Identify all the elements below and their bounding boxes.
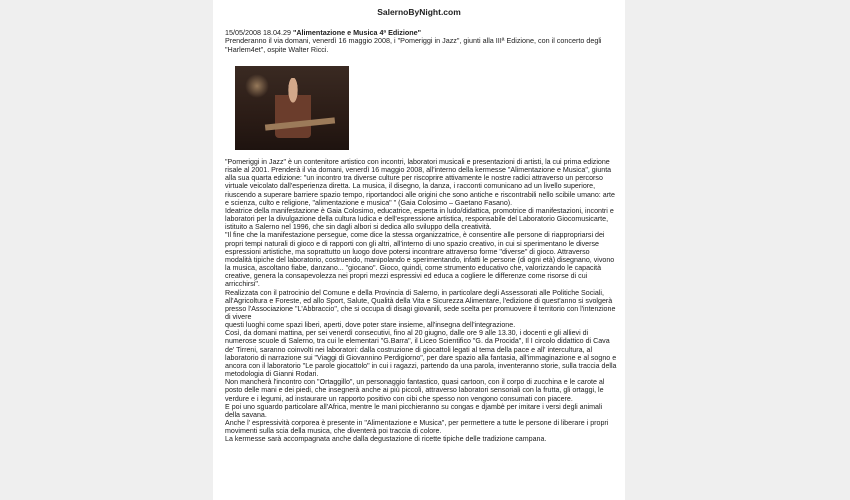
article-paragraph: E poi uno sguardo particolare all'Africa, mentre le mani picchieranno su congas e djambè per imitare i versi degli animali della savana. <box>225 402 603 419</box>
article-paragraph: Non mancherà l'incontro con "Ortaggillo", un personaggio fantastico, quasi cartoon, con il corpo di zucchina e le carote al posto delle mani e dei piedi, che insegnerà anche ai più piccoli, attraverso laboratori sensoriali con la frutta, gli ortaggi, le verdure e i legumi, ad instaurare un rapporto positivo con cibi che spesso non vengono consumati con piacere. <box>225 378 605 403</box>
article-title: "Alimentazione e Musica 4ª Edizione" <box>292 28 422 37</box>
musician-photo <box>235 66 349 150</box>
article-paragraph: Ideatrice della manifestazione è Gaia Colosimo, educatrice, esperta in ludo/didattica, promotrice di manifestazioni, incontri e laboratori per la divulgazione della cultura ludica e dell'espressione artistica, responsabile del Laboratorio Giocomusicarte, istituito a Salerno nel 1996, che sin dagli albori si dedica allo sviluppo della creatività. <box>225 206 614 232</box>
article-paragraph: Realizzata con il patrocinio del Comune e della Provincia di Salerno, in particolare degli Assessorati alle Politiche Sociali, all'Agricoltura e Foreste, ed allo Sport, Salute, Qualità della Vita e Sicurezza Alimentare, l'edizione di quest'anno si svolgerà presso l'Associazione "L'Abbraccio", che si occupa di disagi giovanili, sede scelta per promuovere il territorio con l'intenzione di vivere <box>225 288 616 321</box>
article-intro: Prenderanno il via domani, venerdì 16 maggio 2008, i "Pomeriggi in Jazz", giunti alla IIIª Edizione, con il concerto degli "Harlem4et", ospite Walter Ricci. <box>225 36 602 54</box>
article-body <box>225 158 617 443</box>
scanned-article-page <box>213 0 625 500</box>
article-datetime: 15/05/2008 18.04.29 <box>225 28 291 37</box>
site-title: SalernoByNight.com <box>377 7 461 17</box>
article-paragraph: Così, da domani mattina, per sei venerdì consecutivi, fino al 20 giugno, dalle ore 9 alle 13.30, i docenti e gli allievi di numerose scuole di Salerno, tra cui le elementari "G.Barra", il Liceo Scientifico "G. da Procida", Il I circolo didattico di Cava de' Tirreni, saranno coinvolti nei laboratori: dalla costruzione di giocattoli legati al tema della pace e all' intercultura, al laboratorio di narrazione sui "Viaggi di Giovannino Perdigiorno", per dare spazio alla fantasia, all'immaginazione e al sogno e ancora con il laboratorio "Le parole giocattolo" in cui i ragazzi, partendo da una parola, inventeranno storie, sulla traccia della metodologia di Gianni Rodari. <box>225 329 617 379</box>
article-header <box>225 29 615 54</box>
article-paragraph: "Pomeriggi in Jazz" è un contenitore artistico con incontri, laboratori musicali e presentazioni di artisti, la cui prima edizione risale al 2001. Prenderà il via domani, venerdì 16 maggio 2008, all'interno della kermesse "Alimentazione e Musica", giunta alla sua quarta edizione: "un incontro tra diverse culture per riscoprire attivamente le nostre radici attraverso un percorso virtuale veicolato dall'esperienza diretta. La musica, il disegno, la danza, i racconti comunicano ad un livello superiore, riuscendo a superare barriere spazio tempo, riportandoci alle origini che sono antiche e riscontrabili nello scibile umano: arte e scienza, culto e religione, "alimentazione e musica" " (Gaia Colosimo – Gaetano Fasano). <box>225 158 615 207</box>
article-paragraph: La kermesse sarà accompagnata anche dalla degustazione di ricette tipiche delle tradizione campana. <box>225 435 547 444</box>
article-paragraph: Anche l' espressività corporea è presente in "Alimentazione e Musica", per permettere a tutte le persone di liberare i propri movimenti sulla scia della musica, che diventerà poi traccia di colore. <box>225 419 609 436</box>
article-paragraph: questi luoghi come spazi liberi, aperti, dove poter stare insieme, all'insegna dell'integrazione. <box>225 321 516 330</box>
article-paragraph: "Il fine che la manifestazione persegue, come dice la stessa organizzatrice, è consentire alle persone di riappropriarsi dei propri tempi naturali di gioco e di rapporti con gli altri, all'interno di uno spazio creativo, in cui si sperimentano le diverse espressioni artistiche, ma soprattutto un luogo dove potersi incontrare attraverso forme "diverse" di gioco. Attraverso modalità tipiche del laboratorio, costruendo, manipolando e sperimentando, infatti le persone (di ogni età) disegnano, vivono la musica, ascoltano fiabe, danzano... "giocano". Gioco, quindi, come strumento educativo che, valorizzando le capacità creative, genera la consapevolezza nei propri mezzi espressivi ed educa a cogliere le differenze come risorse di cui arricchirsi". <box>225 231 615 289</box>
stage-light <box>245 74 269 98</box>
